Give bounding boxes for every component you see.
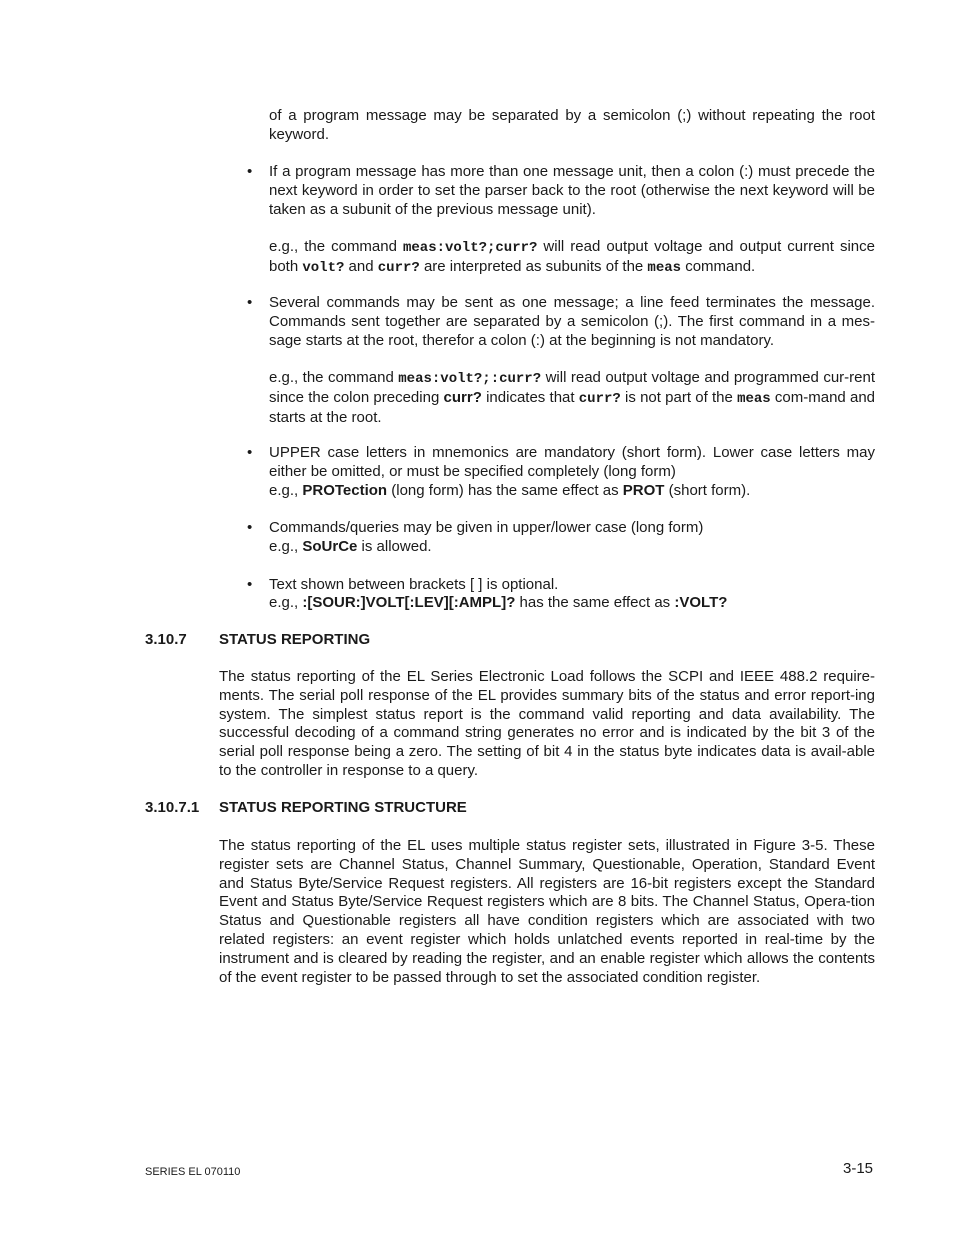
bullet-text: UPPER case letters in mnemonics are mandatory (short form). Lower case letters may either be omitted, or must be specified completely (long form) [269,444,875,480]
footer-series: SERIES EL 070110 [145,1166,241,1178]
bullet-example: e.g., SoUrCe is allowed. [269,538,432,555]
bullet-text: Commands/queries may be given in upper/lower case (long form) [269,519,704,536]
bullet-example: e.g., :[SOUR:]VOLT[:LEV][:AMPL]? has the same effect as :VOLT? [269,594,728,611]
subsection-number: 3.10.7.1 [145,799,200,816]
section-title: STATUS REPORTING [219,631,371,648]
section-body: The status reporting of the EL Series Electronic Load follows the SCPI and IEEE 488.2 require-ments. The serial poll response of the EL provides summary bits of the status and error report-ing system. The simplest status report is the command valid reporting and data availability. The successful decoding of a command string generates no error and is indicated by the bit 3 of the serial poll response being a zero. The setting of bit 4 in the status byte indicates data is avail-able to the controller in response to a query. [219,668,875,779]
page-number: 3-15 [843,1160,874,1177]
bullet-marker: • [247,576,253,593]
bullet-text: If a program message has more than one message unit, then a colon (:) must precede the next keyword in order to set the parser back to the root (otherwise the next keyword will be taken as a subunit of the previous message unit). [269,163,875,218]
bullet-example: e.g., PROTection (long form) has the same effect as PROT (short form). [269,482,751,499]
bullet-marker: • [247,444,253,461]
bullet-marker: • [247,163,253,180]
subsection-body: The status reporting of the EL uses multiple status register sets, illustrated in Figure 3-5. These register sets are Channel Status, Channel Summary, Questionable, Operation, Standard Event and Status Byte/Service Request registers. All registers are 16-bit registers except the Standard Event and Status Byte/Service Request registers which are 8 bits. The Channel Status, Opera-tion Status and Questionable registers all have condition registers which are associated with two related registers: an event register which holds unlatched events reported in real-time by the instrument and is cleared by reading the register, and an enable register which allows the contents of the event register to be passed through to set the associated condition register. [219,837,875,986]
bullet-text: Text shown between brackets [ ] is optional. [269,576,559,593]
subsection-title: STATUS REPORTING STRUCTURE [219,799,467,816]
section-number: 3.10.7 [145,631,187,648]
bullet-marker: • [247,519,253,536]
bullet-text: Several commands may be sent as one message; a line feed terminates the message. Commands sent together are separated by a semicolon (;). The first command in a mes-sage starts at the root, therefor a colon (:) at the beginning is not mandatory. [269,294,875,349]
bullet-example: e.g., the command meas:volt?;:curr? will read output voltage and programmed cur-rent since the colon preceding curr? indicates that curr? is not part of the meas com-mand and starts at the root. [269,369,876,426]
bullet-marker: • [247,294,253,311]
bullet-example: e.g., the command meas:volt?;curr? will read output voltage and output current since both volt? and curr? are interpreted as subunits of the meas command. [269,238,875,276]
continuation-paragraph: of a program message may be separated by a semicolon (;) without repeating the root keyword. [269,107,875,143]
